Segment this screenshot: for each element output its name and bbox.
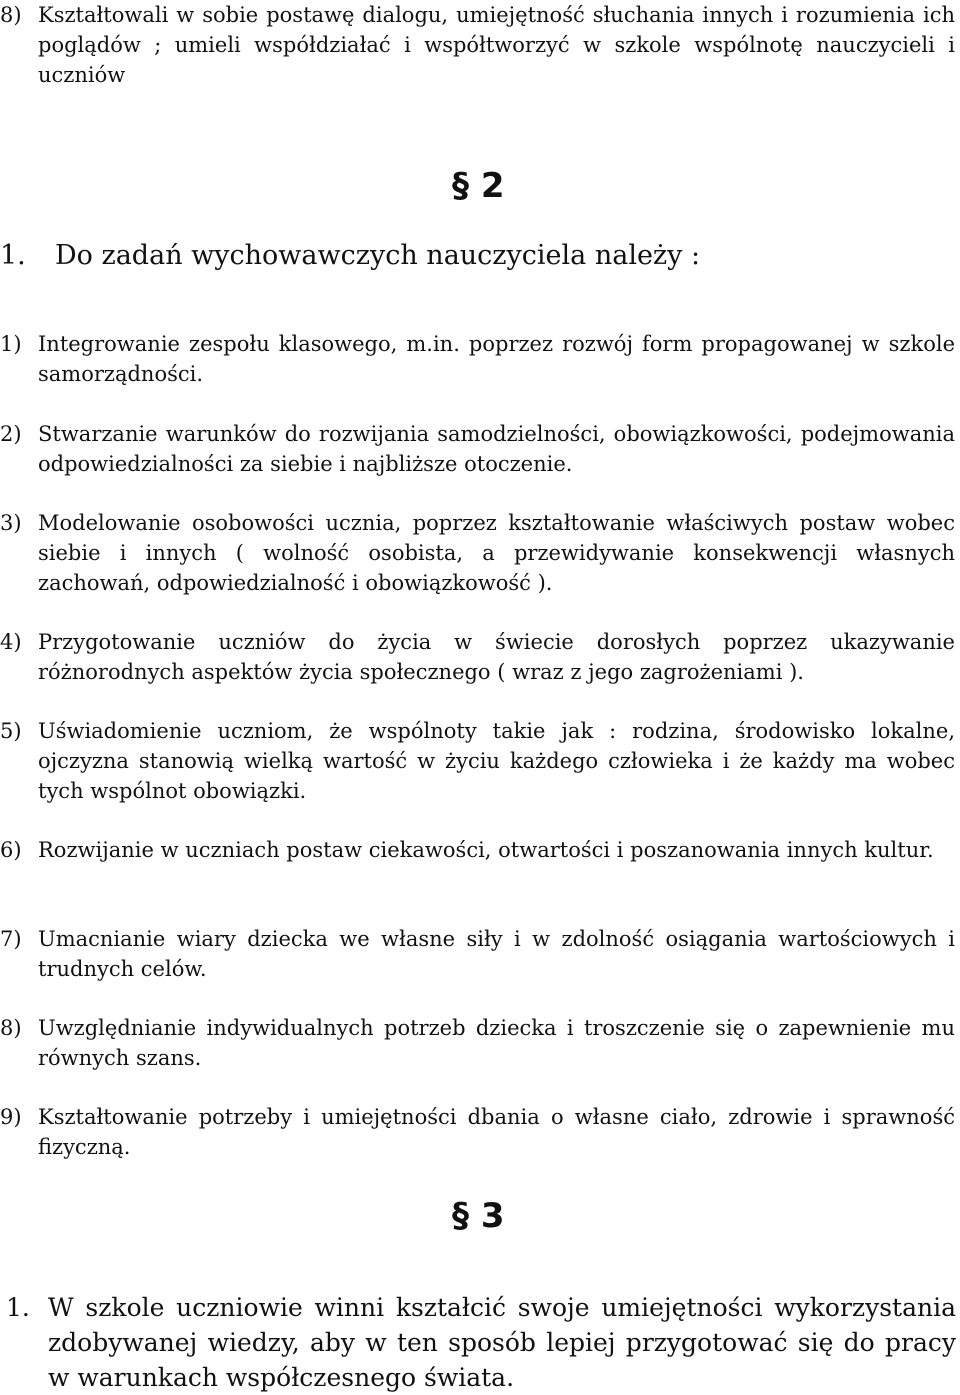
- item-text: Umacnianie wiary dziecka we własne siły i w zdolność osiągania wartościowych i trudnych celów.: [38, 927, 955, 981]
- list-item-2-8: [0, 1013, 955, 1073]
- item-number: 3): [0, 511, 22, 535]
- item-number: 1): [0, 332, 22, 356]
- list-item-2-4: [0, 627, 955, 687]
- section-symbol: §: [452, 166, 469, 206]
- item-number: 9): [0, 1105, 22, 1129]
- list-item-2-9: [0, 1102, 955, 1162]
- item-text: Kształtowanie potrzeby i umiejętności dbania o własne ciało, zdrowie i sprawność fizyczną.: [38, 1105, 955, 1159]
- list-item-2-7: [0, 924, 955, 984]
- item-text: Integrowanie zespołu klasowego, m.in. poprzez rozwój form propagowanej w szkole samorządności.: [38, 332, 955, 386]
- section-symbol: §: [452, 1196, 469, 1236]
- section-heading-2: [452, 166, 505, 206]
- section-2-intro: [0, 238, 700, 274]
- section-heading-3: [452, 1196, 505, 1236]
- item-number: 1.: [6, 1293, 30, 1322]
- list-item-2-6: [0, 835, 955, 865]
- item-text: Modelowanie osobowości ucznia, poprzez kształtowanie właściwych postaw wobec siebie i innych ( wolność osobista, a przewidywanie konsekwencji własnych zachowań, odpowiedzialność i obowiązkowość ).: [38, 511, 955, 595]
- section-number: 3: [480, 1196, 505, 1236]
- list-item-2-1: [0, 329, 955, 389]
- list-item-3-1: [6, 1290, 956, 1395]
- item-text: Kształtowali w sobie postawę dialogu, umiejętność słuchania innych i rozumienia ich poglądów ; umieli współdziałać i współtworzyć w szkole wspólnotę nauczycieli i uczniów: [38, 3, 955, 87]
- item-text: Stwarzanie warunków do rozwijania samodzielności, obowiązkowości, podejmowania odpowiedzialności za siebie i najbliższe otoczenie.: [38, 422, 955, 476]
- item-text: Uwzględnianie indywidualnych potrzeb dziecka i troszczenie się o zapewnienie mu równych szans.: [38, 1016, 955, 1070]
- item-number: 5): [0, 719, 22, 743]
- list-item-2-5: [0, 716, 955, 806]
- item-text: Do zadań wychowawczych nauczyciela należy :: [55, 240, 701, 271]
- item-number: 6): [0, 838, 22, 862]
- item-text: Uświadomienie uczniom, że wspólnoty takie jak : rodzina, środowisko lokalne, ojczyzna stanowią wielką wartość w życiu każdego człowieka i że każdy ma wobec tych wspólnot obowiązki.: [38, 719, 955, 803]
- item-text: W szkole uczniowie winni kształcić swoje umiejętności wykorzystania zdobywanej wiedzy, aby w ten sposób lepiej przygotować się do pracy w warunkach współczesnego świata.: [48, 1293, 956, 1392]
- item-number: 2): [0, 422, 22, 446]
- item-number: 7): [0, 927, 22, 951]
- item-number: 8): [0, 3, 22, 27]
- list-item-top-8: [0, 0, 955, 90]
- list-item-2-3: [0, 508, 955, 598]
- item-number: 4): [0, 630, 22, 654]
- item-number: 1.: [0, 240, 26, 271]
- item-text: Rozwijanie w uczniach postaw ciekawości, otwartości i poszanowania innych kultur.: [38, 838, 934, 862]
- section-number: 2: [480, 166, 505, 206]
- list-item-2-2: [0, 419, 955, 479]
- item-number: 8): [0, 1016, 22, 1040]
- item-text: Przygotowanie uczniów do życia w świecie dorosłych poprzez ukazywanie różnorodnych aspektów życia społecznego ( wraz z jego zagrożeniami ).: [38, 630, 955, 684]
